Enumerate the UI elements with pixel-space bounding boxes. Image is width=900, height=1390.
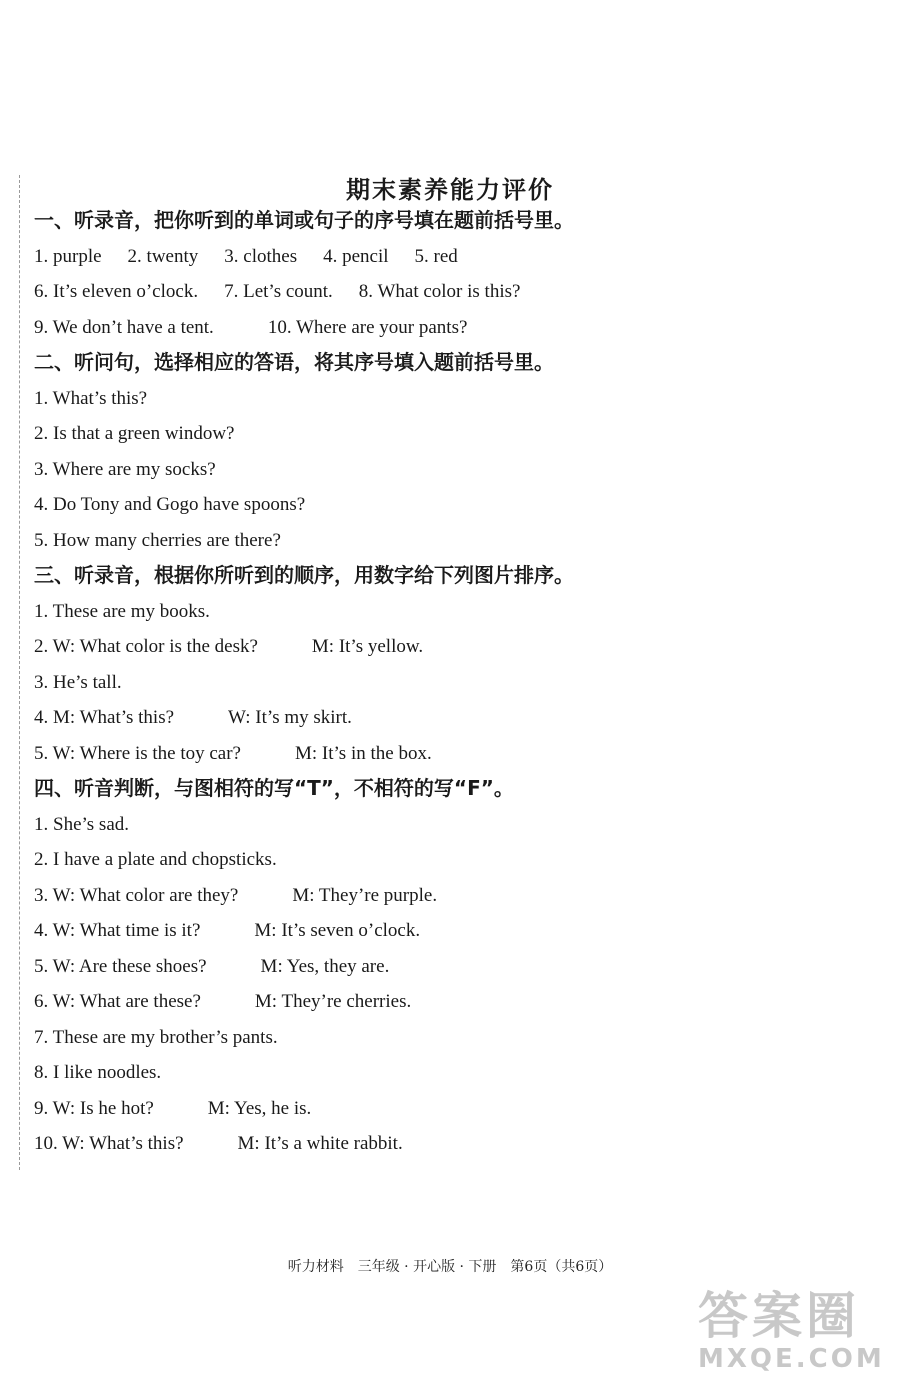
item-line	[34, 913, 874, 949]
item-line	[34, 665, 874, 701]
item-text: 6. It’s eleven o’clock.	[34, 281, 199, 302]
item-line	[34, 416, 874, 452]
item-text: 7. These are my brother’s pants.	[34, 1026, 278, 1048]
item-line	[34, 949, 874, 985]
item-text: 4. W: What time is it?	[34, 920, 201, 941]
item-text: 5. W: Where is the toy car?	[34, 742, 241, 764]
item-text: M: They’re cherries.	[254, 991, 412, 1012]
item-line	[34, 629, 874, 665]
item-text: 8. What color is this?	[358, 281, 521, 302]
item-text: 5. red	[414, 245, 458, 267]
item-line	[34, 1020, 874, 1056]
item-line	[34, 523, 874, 559]
item-text: 3. W: What color are they?	[34, 884, 239, 906]
item-text: 10. Where are your pants?	[267, 316, 468, 338]
item-line	[34, 736, 874, 772]
item-line	[34, 984, 874, 1020]
page-footer: 听力材料 三年级 · 开心版 · 下册 第6页（共6页）	[287, 1259, 613, 1275]
item-text: 2. I have a plate and chopsticks.	[34, 849, 277, 870]
item-text: 5. How many cherries are there?	[34, 529, 281, 551]
section-heading: 一、听录音，把你听到的单词或句子的序号填在题前括号里。	[34, 208, 574, 232]
item-text: W: It’s my skirt.	[228, 707, 352, 728]
binding-dashed-line	[19, 175, 20, 1170]
item-text: 4. M: What’s this?	[34, 707, 175, 728]
item-text: 5. W: Are these shoes?	[34, 955, 207, 977]
item-text: M: They’re purple.	[292, 884, 438, 906]
item-text: 2. W: What color is the desk?	[34, 636, 258, 657]
item-text: 8. I like noodles.	[34, 1062, 162, 1083]
item-text: 2. twenty	[127, 245, 199, 267]
item-text: M: It’s seven o’clock.	[254, 920, 421, 941]
section-heading: 三、听录音，根据你所听到的顺序，用数字给下列图片排序。	[34, 563, 574, 587]
listening-material-content	[34, 203, 874, 1162]
item-text: M: Yes, they are.	[260, 955, 390, 977]
item-text: 9. W: Is he hot?	[34, 1097, 154, 1119]
item-text: 3. clothes	[224, 245, 298, 267]
item-text: 1. What’s this?	[34, 387, 148, 409]
item-text: M: It’s a white rabbit.	[237, 1133, 403, 1154]
section-heading: 二、听问句，选择相应的答语，将其序号填入题前括号里。	[34, 350, 554, 374]
item-line	[34, 1091, 874, 1127]
section-heading: 四、听音判断，与图相符的写“T”，不相符的写“F”。	[34, 776, 514, 800]
item-line	[34, 878, 874, 914]
item-text: 4. Do Tony and Gogo have spoons?	[34, 494, 306, 515]
item-line	[34, 310, 874, 346]
item-text: 1. purple	[34, 245, 102, 267]
item-text: 1. These are my books.	[34, 600, 210, 622]
item-line	[34, 239, 874, 275]
item-text: 9. We don’t have a tent.	[34, 316, 214, 338]
watermark-logo	[698, 1288, 888, 1380]
item-line	[34, 700, 874, 736]
item-line	[34, 807, 874, 843]
item-text: M: It’s in the box.	[295, 742, 432, 764]
item-line	[34, 381, 874, 417]
item-text: 3. Where are my socks?	[34, 458, 216, 480]
item-text: 4. pencil	[323, 245, 389, 267]
item-text: 6. W: What are these?	[34, 991, 201, 1012]
item-text: M: It’s yellow.	[311, 636, 424, 657]
watermark-text-top: 答案圈	[698, 1287, 860, 1345]
item-text: 3. He’s tall.	[34, 671, 122, 693]
item-text: 10. W: What’s this?	[34, 1133, 184, 1154]
item-line	[34, 452, 874, 488]
item-text: 7. Let’s count.	[224, 281, 333, 302]
item-line	[34, 842, 874, 878]
page-title: 期末素养能力评价	[346, 175, 554, 204]
item-text: 1. She’s sad.	[34, 813, 129, 835]
item-line	[34, 1126, 874, 1162]
item-line	[34, 594, 874, 630]
item-line	[34, 487, 874, 523]
item-text: 2. Is that a green window?	[34, 423, 235, 444]
watermark-text-bottom: MXQE.COM	[698, 1344, 885, 1374]
item-text: M: Yes, he is.	[207, 1097, 312, 1119]
item-line	[34, 274, 874, 310]
item-line	[34, 1055, 874, 1091]
